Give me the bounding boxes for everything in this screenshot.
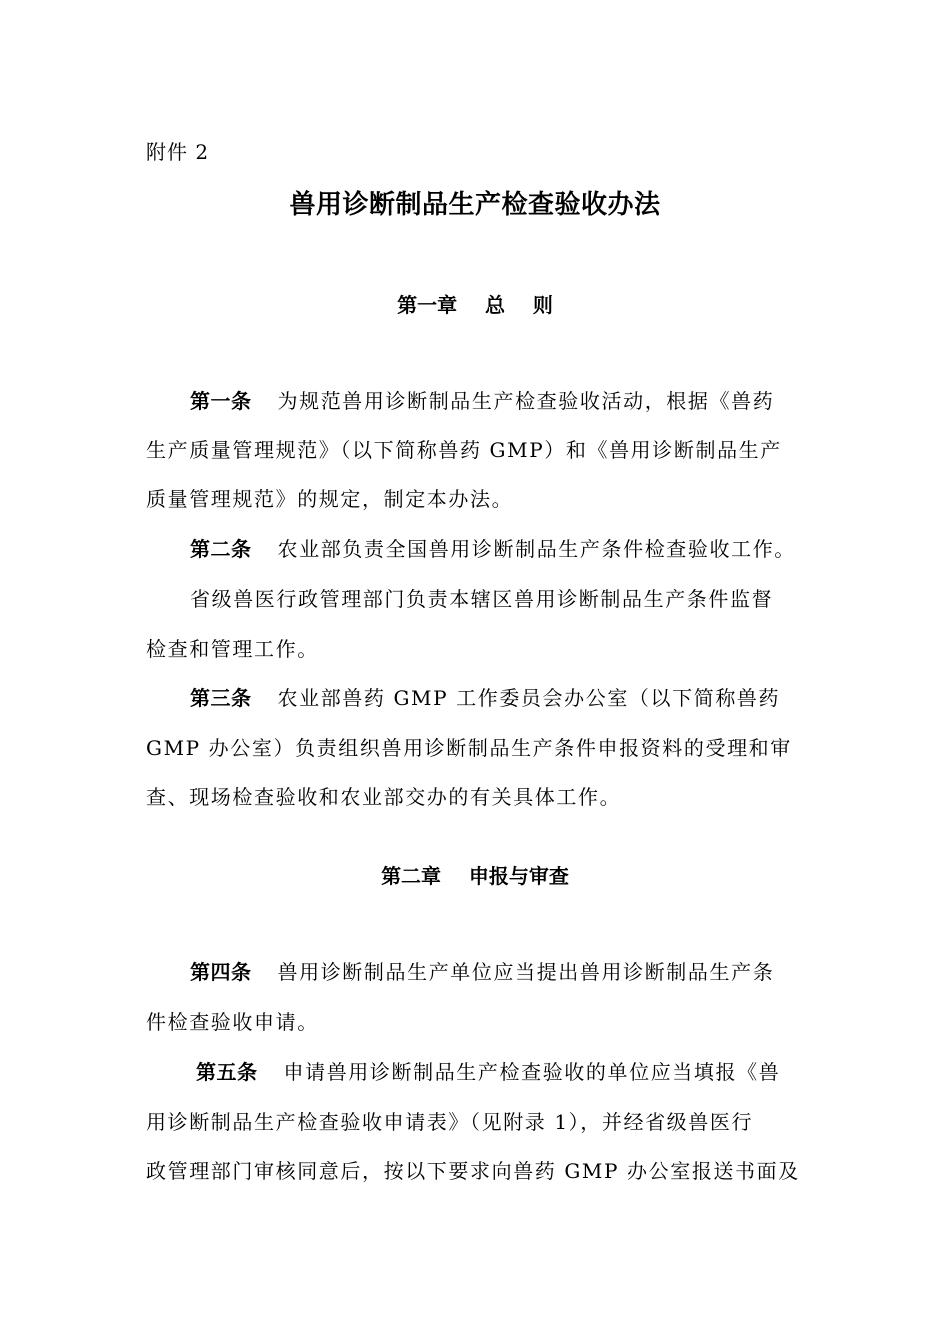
- article-2-text-1: 农业部负责全国兽用诊断制品生产条件检查验收工作。: [277, 537, 796, 561]
- article-1-text-1: 为规范兽用诊断制品生产检查验收活动，根据《兽药: [277, 389, 775, 413]
- article-2-line-3: 检查和管理工作。: [146, 637, 319, 661]
- article-2-line-2: 省级兽医行政管理部门负责本辖区兽用诊断制品生产条件监督: [190, 587, 774, 611]
- chapter-heading-1: 第一章 总 则: [397, 293, 553, 317]
- article-1-label: 第一条: [190, 389, 252, 413]
- document-title: 兽用诊断制品生产检查验收办法: [289, 190, 661, 220]
- article-4-line-2: 件检查验收申请。: [146, 1010, 319, 1034]
- article-4-label: 第四条: [190, 960, 252, 984]
- article-2-label: 第二条: [190, 537, 252, 561]
- article-1-line-1: [190, 387, 806, 415]
- article-4-line-1: [190, 958, 806, 986]
- article-3-text-1: 农业部兽药 GMP 工作委员会办公室（以下简称兽药: [277, 686, 781, 710]
- article-5-line-2: 用诊断制品生产检查验收申请表》（见附录 1），并经省级兽医行: [146, 1110, 754, 1134]
- article-5-text-1: 申请兽用诊断制品生产检查验收的单位应当填报《兽: [283, 1060, 781, 1084]
- article-3-line-3: 查、现场检查验收和农业部交办的有关具体工作。: [146, 785, 622, 809]
- article-5-line-1: [196, 1058, 806, 1086]
- article-3-line-1: [190, 684, 806, 712]
- article-4-text-1: 兽用诊断制品生产单位应当提出兽用诊断制品生产条: [277, 960, 775, 984]
- article-2-line-1: [190, 535, 806, 563]
- attachment-label: 附件 2: [146, 140, 210, 164]
- article-5-label: 第五条: [196, 1060, 258, 1084]
- article-3-label: 第三条: [190, 686, 252, 710]
- article-3-line-2: GMP 办公室）负责组织兽用诊断制品生产条件申报资料的受理和审: [146, 736, 792, 760]
- article-5-line-3: 政管理部门审核同意后，按以下要求向兽药 GMP 办公室报送书面及: [146, 1159, 800, 1183]
- chapter-heading-2: 第二章 申报与审查: [381, 864, 569, 888]
- article-1-line-3: 质量管理规范》的规定，制定本办法。: [146, 487, 514, 511]
- article-1-line-2: 生产质量管理规范》（以下简称兽药 GMP）和《兽用诊断制品生产: [146, 438, 782, 462]
